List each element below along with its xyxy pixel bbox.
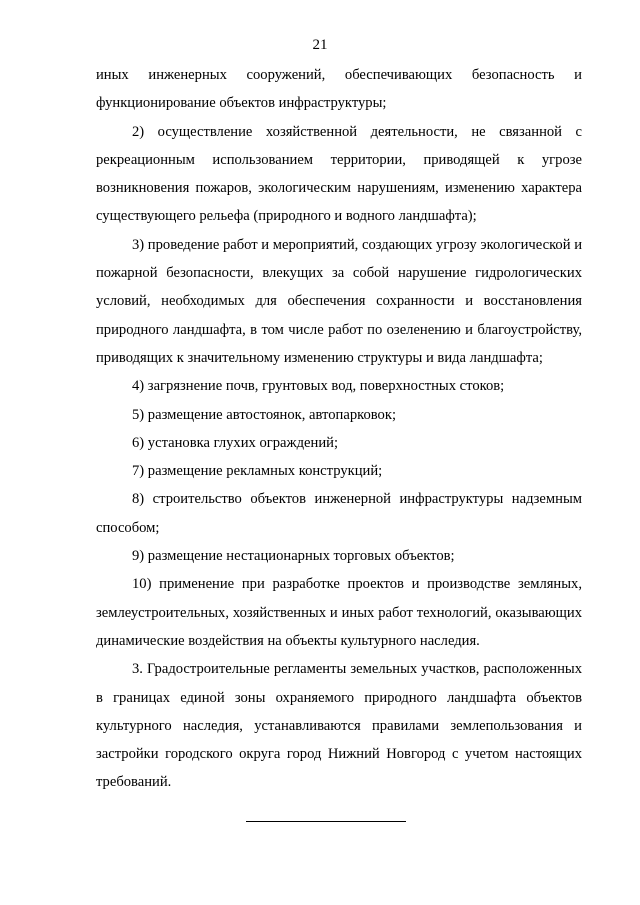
paragraph-continuation: иных инженерных сооружений, обеспечивающих безопасность и функционирование объектов инфраструктуры; (96, 67, 582, 112)
paragraph-section-3: 3. Градостроительные регламенты земельных участков, расположенных в границах единой зоны охраняемого природного ландшафта объектов культурного наследия, устанавливаются правилами землепользования и застройки городского округа город Нижний Новгород с учетом настоящих требований. (96, 661, 582, 791)
paragraph-item-9: 9) размещение нестационарных торговых объектов; (132, 548, 455, 565)
paragraph-item-10: 10) применение при разработке проектов и производстве земляных, землеустроительных, хозяйственных и иных работ технологий, оказывающих динамические воздействия на объекты культурного наследия. (96, 576, 582, 649)
document-body (96, 61, 582, 822)
paragraph-item-4: 4) загрязнение почв, грунтовых вод, поверхностных стоков; (132, 378, 505, 395)
paragraph-item-3: 3) проведение работ и мероприятий, создающих угрозу экологической и пожарной безопасности, влекущих за собой нарушение гидрологических условий, необходимых для обеспечения сохранности и восстановления природного ландшафта, в том числе работ по озеленению и благоустройству, приводящих к значительному изменению структуры и вида ландшафта; (96, 236, 582, 366)
paragraph-item-7: 7) размещение рекламных конструкций; (132, 463, 383, 480)
paragraph-item-6: 6) установка глухих ограждений; (132, 434, 339, 451)
page-number: 21 (312, 37, 328, 53)
paragraph-item-5: 5) размещение автостоянок, автопарковок; (132, 406, 396, 423)
paragraph-item-8: 8) строительство объектов инженерной инфраструктуры надземным способом; (96, 491, 582, 536)
paragraph-item-2: 2) осуществление хозяйственной деятельности, не связанной с рекреационным использованием территории, приводящей к угрозе возникновения пожаров, экологическим нарушениям, изменению характера существующего рельефа (природного и водного ландшафта); (96, 123, 582, 225)
end-of-document-rule (246, 821, 406, 822)
